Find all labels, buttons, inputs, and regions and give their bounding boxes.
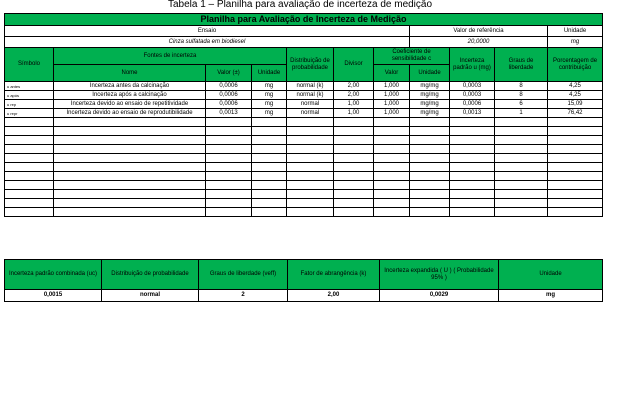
valor-cell: 0,0006 — [206, 100, 252, 109]
incerteza-cell: 0,0013 — [450, 109, 495, 118]
unidade-summary-value: mg — [499, 290, 603, 302]
divisor-cell: 1,00 — [334, 109, 374, 118]
empty-cell — [252, 172, 287, 181]
empty-cell — [287, 154, 334, 163]
empty-row — [5, 181, 603, 190]
empty-cell — [252, 190, 287, 199]
incerteza-padrao-header: Incerteza padrão u (mg) — [450, 48, 495, 82]
empty-cell — [252, 163, 287, 172]
ensaio-description: Cinza sulfatada em biodiesel — [5, 37, 410, 48]
empty-cell — [334, 172, 374, 181]
empty-cell — [5, 127, 54, 136]
empty-cell — [206, 136, 252, 145]
empty-cell — [252, 181, 287, 190]
table-row — [5, 100, 603, 109]
empty-cell — [410, 118, 450, 127]
empty-rows — [5, 118, 603, 217]
graus-cell: 8 — [495, 82, 548, 91]
empty-cell — [252, 208, 287, 217]
valor-cell: 0,0013 — [206, 109, 252, 118]
empty-cell — [5, 154, 54, 163]
empty-cell — [5, 190, 54, 199]
unidade-cell: mg — [252, 82, 287, 91]
empty-cell — [548, 118, 603, 127]
empty-cell — [374, 145, 410, 154]
empty-cell — [450, 172, 495, 181]
empty-cell — [5, 181, 54, 190]
empty-cell — [548, 190, 603, 199]
empty-cell — [410, 181, 450, 190]
nome-cell: Incerteza devido ao ensaio de reprodutibilidade — [54, 109, 206, 118]
nome-header: Nome — [54, 65, 206, 82]
empty-cell — [374, 118, 410, 127]
porcentagem-cell: 15,09 — [548, 100, 603, 109]
empty-cell — [54, 118, 206, 127]
sheet-title: Planilha para Avaliação de Incerteza de Medição — [5, 14, 603, 26]
empty-cell — [206, 118, 252, 127]
empty-cell — [252, 145, 287, 154]
coef-unidade-cell: mg/mg — [410, 100, 450, 109]
empty-cell — [410, 154, 450, 163]
empty-cell — [450, 154, 495, 163]
empty-cell — [287, 199, 334, 208]
empty-cell — [54, 136, 206, 145]
empty-cell — [287, 190, 334, 199]
empty-row — [5, 163, 603, 172]
distribuicao-summary-value: normal — [102, 290, 199, 302]
empty-row — [5, 199, 603, 208]
empty-cell — [450, 118, 495, 127]
empty-cell — [548, 136, 603, 145]
empty-cell — [334, 145, 374, 154]
empty-cell — [252, 118, 287, 127]
empty-cell — [450, 199, 495, 208]
empty-cell — [54, 199, 206, 208]
table-row — [5, 82, 603, 91]
empty-cell — [54, 145, 206, 154]
empty-cell — [410, 208, 450, 217]
empty-cell — [548, 172, 603, 181]
empty-cell — [5, 172, 54, 181]
empty-cell — [5, 136, 54, 145]
empty-cell — [495, 154, 548, 163]
simbolo-cell: u repr — [5, 109, 54, 118]
empty-cell — [334, 136, 374, 145]
simbolo-cell: u após — [5, 91, 54, 100]
table-row — [5, 91, 603, 100]
fontes-header: Fontes de incerteza — [54, 48, 287, 65]
nome-cell: Incerteza antes da calcinação — [54, 82, 206, 91]
unidade-cell: mg — [252, 109, 287, 118]
distribuicao-cell: normal — [287, 100, 334, 109]
empty-cell — [410, 199, 450, 208]
empty-cell — [334, 199, 374, 208]
incerteza-combinada-value: 0,0015 — [5, 290, 102, 302]
empty-cell — [450, 127, 495, 136]
fator-abrangencia-header: Fator de abrangência (k) — [288, 260, 380, 290]
empty-cell — [495, 118, 548, 127]
empty-cell — [5, 163, 54, 172]
valor-cell: 0,0006 — [206, 82, 252, 91]
coef-valor-cell: 1,000 — [374, 109, 410, 118]
empty-cell — [206, 163, 252, 172]
empty-cell — [54, 208, 206, 217]
empty-cell — [252, 127, 287, 136]
empty-cell — [374, 163, 410, 172]
empty-row — [5, 208, 603, 217]
empty-cell — [410, 190, 450, 199]
empty-cell — [334, 190, 374, 199]
empty-cell — [548, 154, 603, 163]
empty-cell — [495, 136, 548, 145]
empty-cell — [495, 199, 548, 208]
empty-cell — [374, 181, 410, 190]
incerteza-cell: 0,0003 — [450, 82, 495, 91]
porcentagem-cell: 76,42 — [548, 109, 603, 118]
valor-header: Valor (±) — [206, 65, 252, 82]
empty-cell — [206, 208, 252, 217]
empty-cell — [410, 163, 450, 172]
coef-unidade-cell: mg/mg — [410, 91, 450, 100]
empty-cell — [450, 136, 495, 145]
empty-cell — [495, 163, 548, 172]
ensaio-unit: mg — [548, 37, 603, 48]
empty-cell — [495, 181, 548, 190]
empty-cell — [495, 190, 548, 199]
simbolo-cell: u antes — [5, 82, 54, 91]
empty-cell — [5, 208, 54, 217]
empty-cell — [287, 208, 334, 217]
empty-cell — [334, 181, 374, 190]
incerteza-cell: 0,0006 — [450, 100, 495, 109]
empty-cell — [495, 208, 548, 217]
unidade-header: Unidade — [548, 26, 603, 37]
empty-cell — [5, 199, 54, 208]
empty-cell — [206, 127, 252, 136]
empty-cell — [252, 136, 287, 145]
empty-row — [5, 154, 603, 163]
graus-summary-header: Graus de liberdade (νeff) — [199, 260, 288, 290]
graus-cell: 6 — [495, 100, 548, 109]
empty-cell — [450, 181, 495, 190]
empty-cell — [54, 190, 206, 199]
empty-cell — [334, 163, 374, 172]
empty-row — [5, 190, 603, 199]
empty-cell — [374, 199, 410, 208]
empty-cell — [374, 190, 410, 199]
empty-cell — [287, 118, 334, 127]
empty-cell — [5, 145, 54, 154]
summary-table — [4, 259, 603, 302]
coef-valor-cell: 1,000 — [374, 100, 410, 109]
distribuicao-summary-header: Distribuição de probabilidade — [102, 260, 199, 290]
empty-cell — [287, 145, 334, 154]
valor-referencia-header: Valor de referência — [410, 26, 548, 37]
graus-summary-value: 2 — [199, 290, 288, 302]
unidade-cell: mg — [252, 91, 287, 100]
table-caption: Tabela 1 – Planilha para avaliação de incerteza de medição — [167, 0, 433, 10]
divisor-cell: 2,00 — [334, 91, 374, 100]
distribuicao-cell: normal (k) — [287, 91, 334, 100]
empty-cell — [206, 145, 252, 154]
empty-cell — [374, 127, 410, 136]
empty-cell — [54, 172, 206, 181]
empty-cell — [450, 145, 495, 154]
coef-unidade-cell: mg/mg — [410, 109, 450, 118]
nome-cell: Incerteza devido ao ensaio de repetitividade — [54, 100, 206, 109]
ensaio-header: Ensaio — [5, 26, 410, 37]
empty-cell — [54, 163, 206, 172]
empty-cell — [548, 199, 603, 208]
unidade-summary-header: Unidade — [499, 260, 603, 290]
empty-cell — [206, 199, 252, 208]
empty-cell — [450, 163, 495, 172]
empty-row — [5, 136, 603, 145]
empty-cell — [334, 154, 374, 163]
empty-cell — [548, 145, 603, 154]
divisor-cell: 2,00 — [334, 82, 374, 91]
empty-cell — [374, 208, 410, 217]
empty-cell — [287, 163, 334, 172]
graus-cell: 8 — [495, 91, 548, 100]
porcentagem-cell: 4,25 — [548, 82, 603, 91]
empty-cell — [495, 172, 548, 181]
empty-cell — [54, 181, 206, 190]
empty-cell — [548, 163, 603, 172]
empty-cell — [54, 154, 206, 163]
empty-row — [5, 145, 603, 154]
empty-cell — [374, 172, 410, 181]
empty-cell — [450, 190, 495, 199]
incerteza-expandida-header: Incerteza expandida ( U ) ( Probabilidade 95% ) — [380, 260, 499, 290]
coef-valor-header: Valor — [374, 65, 410, 82]
valor-referencia-value: 20,0000 — [410, 37, 548, 48]
empty-cell — [450, 208, 495, 217]
divisor-cell: 1,00 — [334, 100, 374, 109]
empty-cell — [287, 136, 334, 145]
empty-cell — [206, 181, 252, 190]
valor-cell: 0,0006 — [206, 91, 252, 100]
empty-cell — [495, 127, 548, 136]
simbolo-header: Símbolo — [5, 48, 54, 82]
empty-cell — [5, 118, 54, 127]
uncertainty-table — [4, 13, 603, 217]
simbolo-cell: u rep — [5, 100, 54, 109]
empty-cell — [287, 181, 334, 190]
empty-cell — [548, 181, 603, 190]
coef-unidade-header: Unidade — [410, 65, 450, 82]
empty-row — [5, 118, 603, 127]
coef-valor-cell: 1,000 — [374, 82, 410, 91]
coef-unidade-cell: mg/mg — [410, 82, 450, 91]
empty-cell — [334, 208, 374, 217]
empty-cell — [287, 127, 334, 136]
distribuicao-header: Distribuição de probabilidade — [287, 48, 334, 82]
table-row — [5, 109, 603, 118]
empty-cell — [374, 136, 410, 145]
empty-cell — [252, 154, 287, 163]
empty-cell — [334, 118, 374, 127]
empty-cell — [206, 172, 252, 181]
graus-cell: 1 — [495, 109, 548, 118]
distribuicao-cell: normal (k) — [287, 82, 334, 91]
empty-cell — [287, 172, 334, 181]
graus-header: Graus de liberdade — [495, 48, 548, 82]
empty-cell — [410, 145, 450, 154]
unidade-col-header: Unidade — [252, 65, 287, 82]
incerteza-expandida-value: 0,0029 — [380, 290, 499, 302]
fator-abrangencia-value: 2,00 — [288, 290, 380, 302]
empty-cell — [206, 190, 252, 199]
empty-cell — [206, 154, 252, 163]
empty-cell — [495, 145, 548, 154]
porcentagem-cell: 4,25 — [548, 91, 603, 100]
incerteza-cell: 0,0003 — [450, 91, 495, 100]
distribuicao-cell: normal — [287, 109, 334, 118]
empty-cell — [410, 127, 450, 136]
unidade-cell: mg — [252, 100, 287, 109]
empty-cell — [252, 199, 287, 208]
empty-cell — [374, 154, 410, 163]
nome-cell: Incerteza após a calcinação — [54, 91, 206, 100]
coeficiente-header: Coeficiente de sensibilidade c — [374, 48, 450, 65]
incerteza-combinada-header: Incerteza padrão combinada (uc) — [5, 260, 102, 290]
porcentagem-header: Porcentagem de contribuição — [548, 48, 603, 82]
coef-valor-cell: 1,000 — [374, 91, 410, 100]
empty-row — [5, 127, 603, 136]
empty-row — [5, 172, 603, 181]
empty-cell — [548, 208, 603, 217]
empty-cell — [410, 172, 450, 181]
empty-cell — [548, 127, 603, 136]
empty-cell — [410, 136, 450, 145]
empty-cell — [334, 127, 374, 136]
empty-cell — [54, 127, 206, 136]
divisor-header: Divisor — [334, 48, 374, 82]
